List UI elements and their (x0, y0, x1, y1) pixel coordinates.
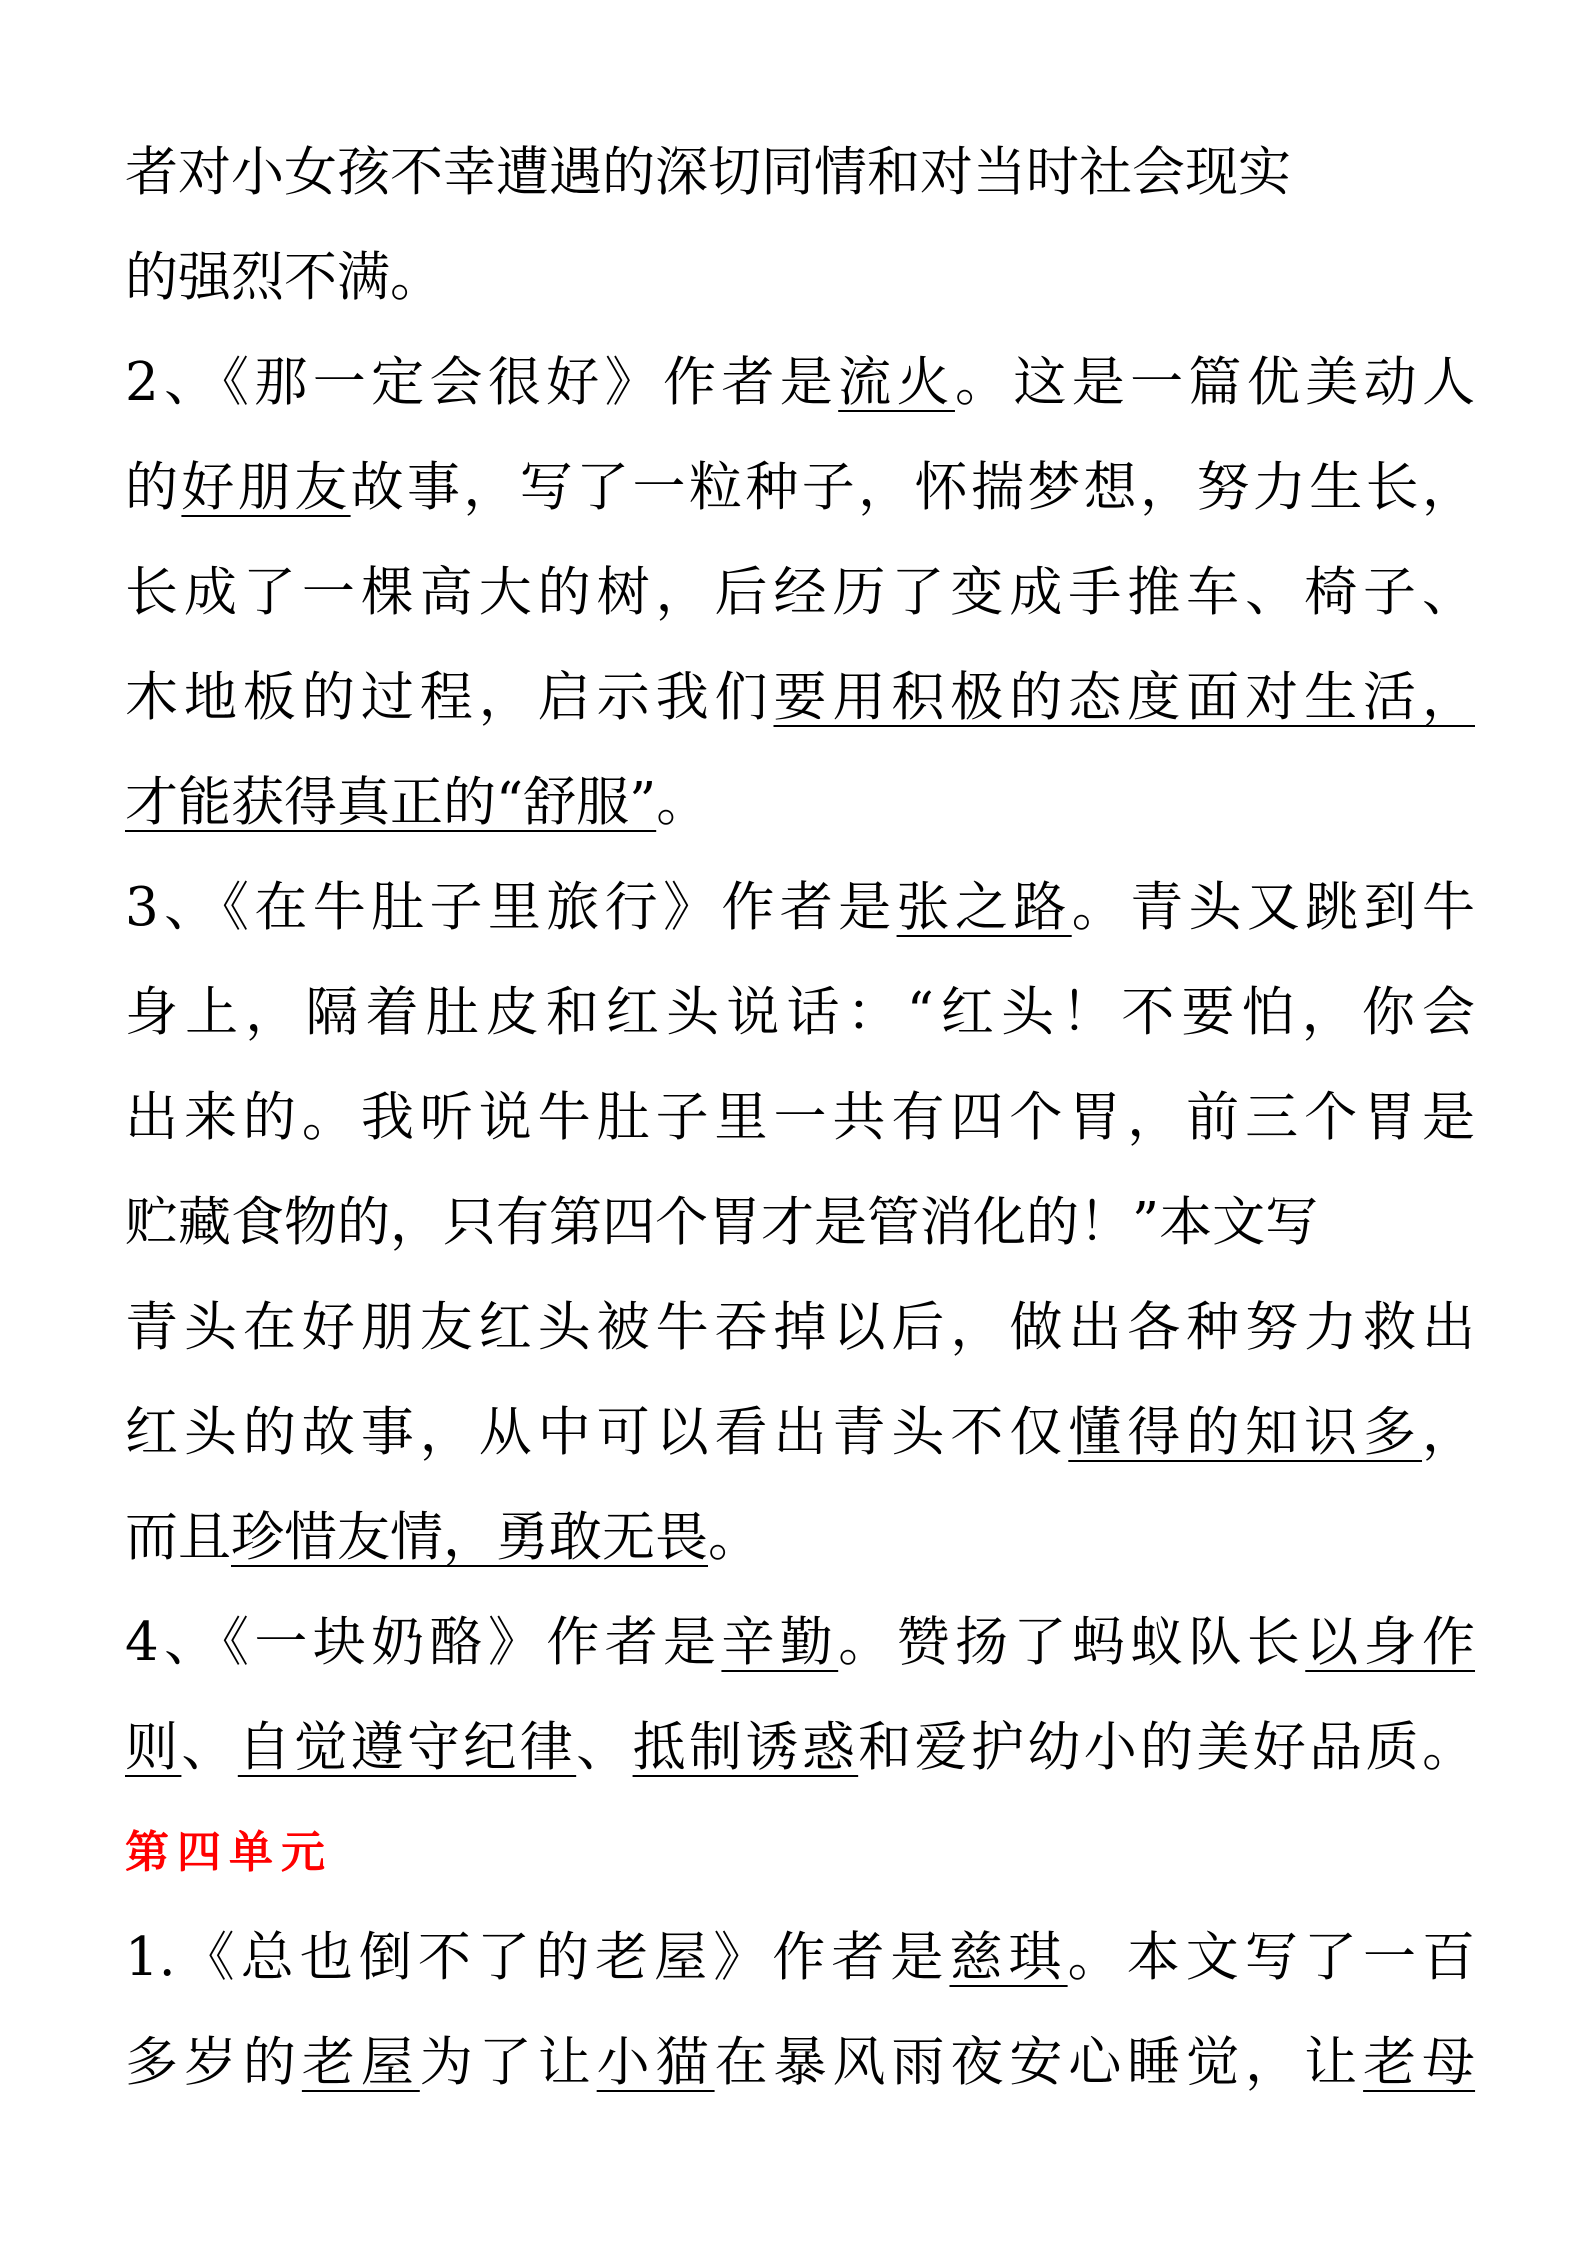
text-line (125, 960, 1475, 1065)
text-segment: 为了让 (419, 2032, 597, 2093)
text-segment: 出来的。我听说牛肚子里一共有四个胃，前三个胃是 (125, 1087, 1475, 1148)
underlined-answer: 好朋友 (181, 457, 351, 518)
text-line (125, 330, 1475, 435)
document-body (125, 120, 1475, 2115)
text-line (125, 2010, 1475, 2115)
text-segment: 4、《一块奶酪》作者是 (125, 1612, 722, 1673)
text-line (125, 855, 1475, 960)
text-segment: 。赞扬了蚂蚁队长 (838, 1612, 1306, 1673)
text-line (125, 1695, 1475, 1800)
text-line (125, 1380, 1475, 1485)
underlined-answer: 以身作 (1305, 1612, 1476, 1673)
text-segment: 多岁的 (125, 2032, 302, 2093)
underlined-answer: 慈琪 (949, 1927, 1068, 1988)
text-line (125, 1485, 1475, 1590)
text-line (125, 750, 1475, 855)
underlined-answer: 要用积极的态度面对生活， (773, 667, 1475, 728)
text-segment: ， (1422, 1402, 1476, 1463)
text-segment: 。 (656, 772, 710, 833)
text-segment: 3、《在牛肚子里旅行》作者是 (125, 877, 897, 938)
text-segment: 。 (708, 1507, 761, 1568)
underlined-answer: 懂得的知识多 (1068, 1402, 1423, 1463)
underlined-answer: 流火 (838, 352, 955, 413)
text-segment: 贮藏食物的，只有第四个胃才是管消化的！”本文写 (125, 1192, 1319, 1253)
underlined-answer: 抵制诱惑 (632, 1717, 859, 1778)
text-segment: 。本文写了一百 (1067, 1927, 1476, 1988)
section-heading (125, 1800, 1475, 1905)
text-line (125, 645, 1475, 750)
text-segment: 第四单元 (125, 1827, 333, 1878)
text-line (125, 1905, 1475, 2010)
text-line (125, 1275, 1475, 1380)
text-line (125, 1590, 1475, 1695)
text-segment: 红头的故事，从中可以看出青头不仅 (125, 1402, 1069, 1463)
text-segment: 身上，隔着肚皮和红头说话：“红头！不要怕，你会 (125, 982, 1475, 1043)
text-segment: 者对小女孩不幸遭遇的深切同情和对当时社会现实 (125, 142, 1291, 203)
underlined-answer: 才能获得真正的“舒服” (125, 772, 657, 833)
underlined-answer: 老屋 (301, 2032, 420, 2093)
text-segment: 而且 (125, 1507, 231, 1568)
text-line (125, 435, 1475, 540)
text-line (125, 120, 1475, 225)
underlined-answer: 小猫 (596, 2032, 715, 2093)
text-segment: 长成了一棵高大的树，后经历了变成手推车、椅子、 (125, 562, 1475, 623)
text-segment: 在暴风雨夜安心睡觉，让 (714, 2032, 1364, 2093)
underlined-answer: 则 (125, 1717, 182, 1778)
text-segment: 的强烈不满。 (125, 247, 443, 308)
text-segment: 和爱护幼小的美好品质。 (858, 1717, 1476, 1778)
text-line (125, 540, 1475, 645)
text-line (125, 1170, 1475, 1275)
text-segment: 1.《总也倒不了的老屋》作者是 (125, 1927, 950, 1988)
text-segment: 木地板的过程，启示我们 (125, 667, 774, 728)
underlined-answer: 老母 (1363, 2032, 1476, 2093)
text-segment: 2、《那一定会很好》作者是 (125, 352, 839, 413)
underlined-answer: 张之路 (896, 877, 1072, 938)
text-segment: 。青头又跳到牛 (1071, 877, 1476, 938)
text-segment: 、 (181, 1717, 238, 1778)
text-segment: 青头在好朋友红头被牛吞掉以后，做出各种努力救出 (125, 1297, 1475, 1358)
underlined-answer: 辛勤 (721, 1612, 839, 1673)
underlined-answer: 自觉遵守纪律 (237, 1717, 577, 1778)
underlined-answer: 珍惜友情，勇敢无畏 (231, 1507, 708, 1568)
text-segment: 、 (576, 1717, 633, 1778)
text-segment: 故事，写了一粒种子，怀揣梦想，努力生长， (350, 457, 1476, 518)
text-line (125, 1065, 1475, 1170)
text-segment: 的 (125, 457, 182, 518)
text-segment: 。这是一篇优美动人 (954, 352, 1476, 413)
text-line (125, 225, 1475, 330)
